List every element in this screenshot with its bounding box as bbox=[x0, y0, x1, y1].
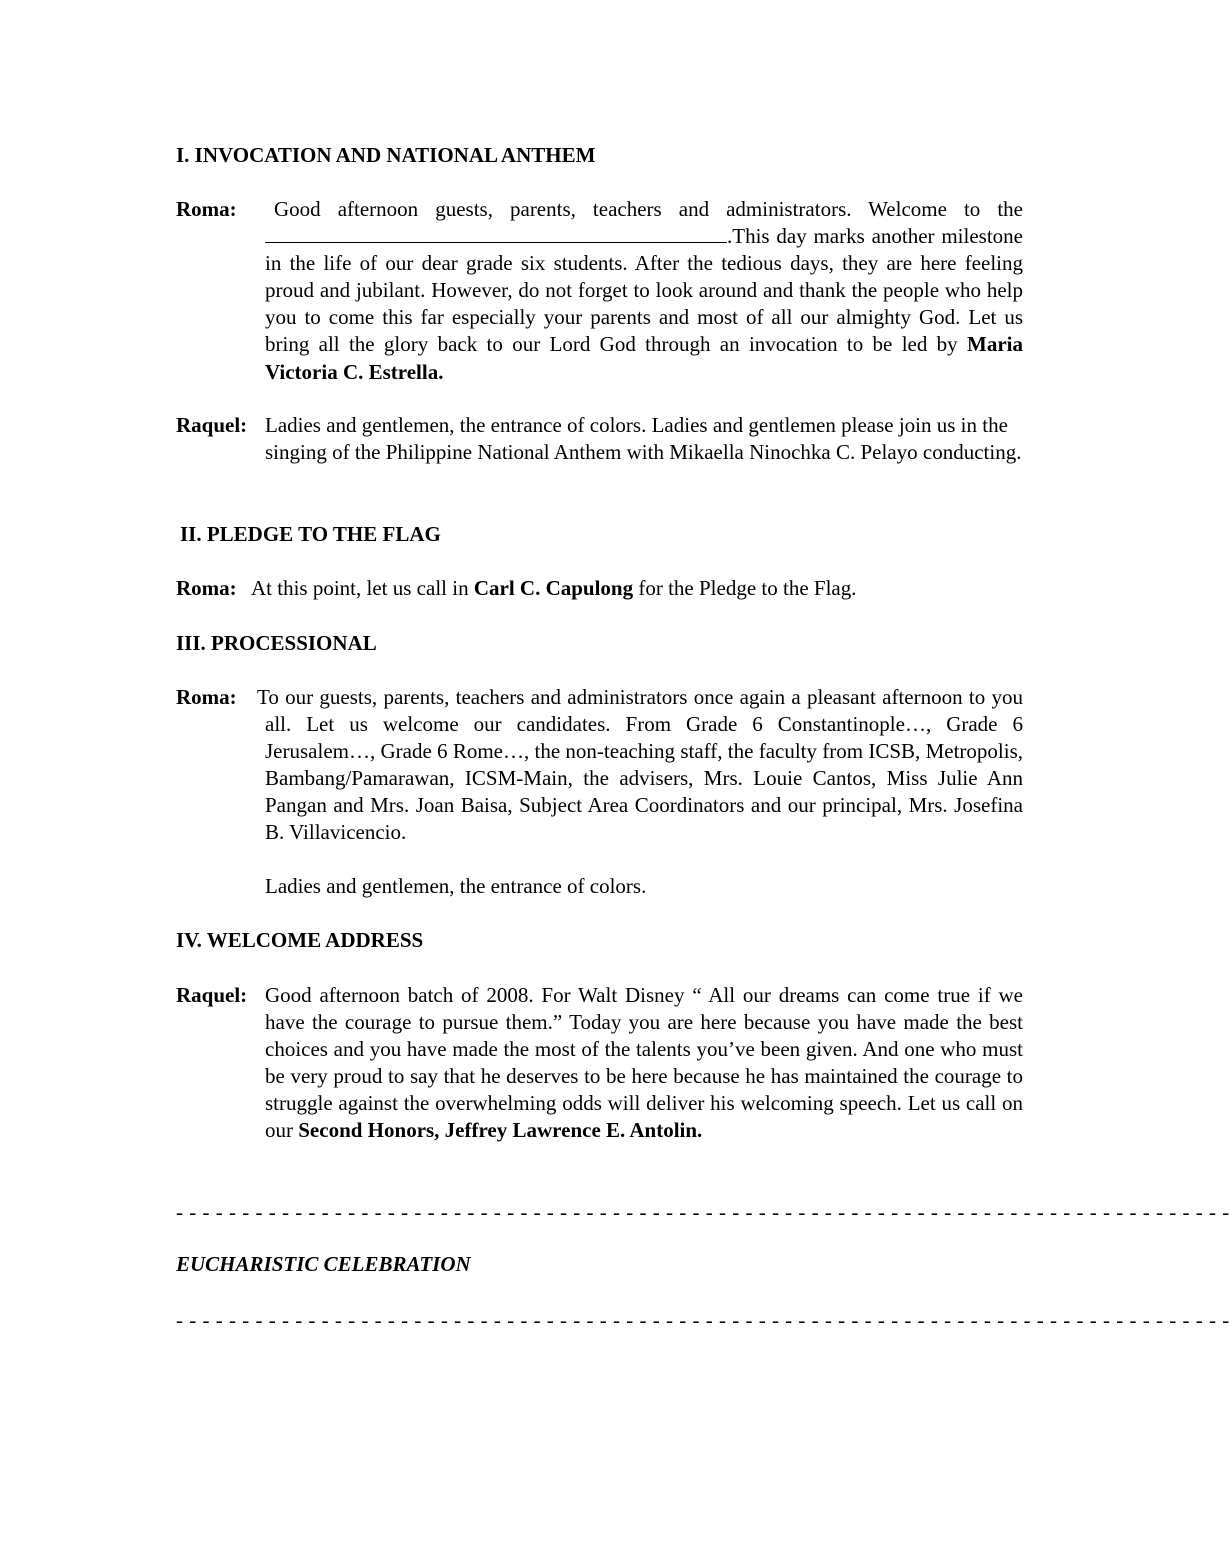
entry-text-part: Good afternoon batch of 2008. For Walt Disney “ All our dreams can come true if we have the courage to pursue them.” Today you are here because you have made the best choices and you have made the most of the talents you’ve been given. And one who must be very proud to say that he deserves to be here because he has maintained the courage to struggle against the overwhelming odds will deliver his welcoming speech. Let us call on our bbox=[265, 983, 1023, 1143]
section-heading-pledge: II. PLEDGE TO THE FLAG bbox=[180, 522, 441, 546]
fill-in-blank-line bbox=[265, 224, 727, 243]
entry-text-part: .This day marks another milestone in the life of our dear grade six students. After the tedious days, they are here feeling proud and jubilant. However, do not forget to look around and thank the people who help you to come this far especially your parents and most of all our almighty God. Let us bring all the glory back to our Lord God through an invocation to be led by bbox=[265, 224, 1023, 357]
entry-second-paragraph: Ladies and gentlemen, the entrance of colors. bbox=[265, 874, 647, 898]
entry-text bbox=[265, 982, 1023, 1145]
script-entry-roma-welcome bbox=[176, 196, 1023, 386]
script-entry-roma-pledge bbox=[176, 575, 1023, 602]
section-heading-invocation: I. INVOCATION AND NATIONAL ANTHEM bbox=[176, 143, 596, 167]
speaker-label: Raquel: bbox=[176, 413, 248, 437]
speaker-label: Raquel: bbox=[176, 983, 248, 1007]
entry-text: To our guests, parents, teachers and administrators once again a pleasant afternoon to you all. Let us welcome our candidates. From Grade 6 Constantinople…, Grade 6 Jerusalem…, Grade 6 Rome…, the non-teaching staff, the faculty from ICSB, Metropolis, Bambang/Pamarawan, ICSM-Main, the advisers, Mrs. Louie Cantos, Miss Julie Ann Pangan and Mrs. Joan Baisa, Subject Area Coordinators and our principal, Mrs. Josefina B. Villavicencio. bbox=[257, 685, 1023, 845]
bold-name: Maria Victoria C. Estrella. bbox=[265, 332, 1023, 384]
bold-name: Carl C. Capulong bbox=[473, 576, 634, 600]
entry-text-part: Good afternoon guests, parents, teachers and administrators. Welcome to the bbox=[274, 197, 1023, 221]
section-heading-welcome-address: IV. WELCOME ADDRESS bbox=[176, 928, 424, 952]
script-entry-roma-processional bbox=[176, 684, 1023, 847]
bold-name: Second Honors, Jeffrey Lawrence E. Antolin. bbox=[298, 1118, 703, 1143]
entry-text-part: for the Pledge to the Flag. bbox=[638, 576, 857, 600]
entry-text: Ladies and gentlemen, the entrance of colors. Ladies and gentlemen please join us in the singing of the Philippine National Anthem with Mikaella Ninochka C. Pelayo conducting. bbox=[265, 413, 1022, 465]
entry-text-part: At this point, let us call in bbox=[251, 576, 469, 600]
speaker-label: Roma: bbox=[176, 685, 237, 709]
entry-text bbox=[265, 196, 1023, 386]
entry-text bbox=[251, 575, 1009, 602]
script-entry-raquel-anthem bbox=[176, 412, 1023, 466]
speaker-label: Roma: bbox=[176, 197, 237, 221]
speaker-label: Roma: bbox=[176, 576, 237, 600]
dashed-divider-top: - - - - - - - - - - - - - - - - - - - - - - - - - - - - - - - - - - - - - - - - - - - - - - - - - - - - - - - - - - - - - - - - - - - - - - - - - - - - - - - - bbox=[176, 1200, 1230, 1224]
dashed-divider-bottom: - - - - - - - - - - - - - - - - - - - - - - - - - - - - - - - - - - - - - - - - - - - - - - - - - - - - - - - - - - - - - - - - - - - - - - - - - - - - - - - - bbox=[176, 1308, 1230, 1332]
script-entry-raquel-welcome bbox=[176, 982, 1023, 1145]
section-heading-processional: III. PROCESSIONAL bbox=[176, 631, 377, 655]
section-heading-eucharistic: EUCHARISTIC CELEBRATION bbox=[176, 1252, 471, 1276]
